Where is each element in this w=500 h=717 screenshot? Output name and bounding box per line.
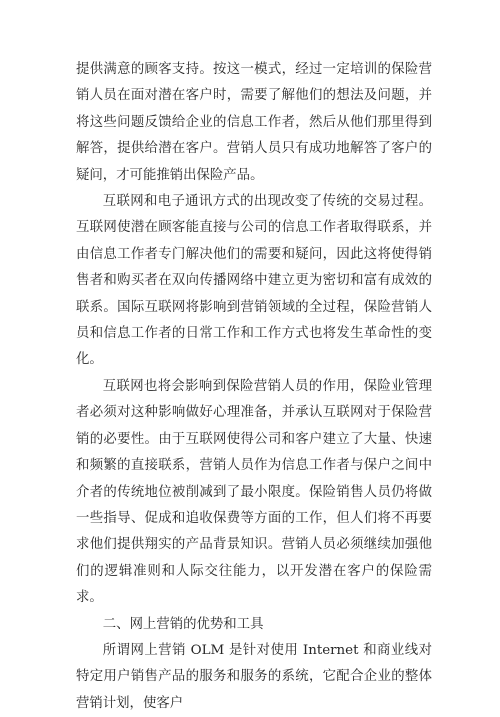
paragraph-olm-definition: 所谓网上营销 OLM 是针对使用 Internet 和商业线对特定用户销售产品的服务和服务的系统，它配合企业的整体营销计划，使客户 — [76, 642, 432, 711]
document-body — [76, 57, 432, 717]
paragraph-internet-role: 互联网也将会影响到保险营销人员的作用，保险业管理者必须对这种影响做好心理准备，并承认互联网对于保险营销的必要性。由于互联网使得公司和客户建立了大量、快速和频繁的直接联系，营销人员作为信息工作者与保户之间中介者的传统地位被削减到了最小限度。保险销售人员仍将做一些指导、促成和追收保费等方面的工作，但人们将不再要求他们提供翔实的产品背景知识。营销人员必须继续加强他们的逻辑准则和人际交往能力，以开发潜在客户的保险需求。 — [76, 378, 432, 606]
paragraph-internet-transaction: 互联网和电子通讯方式的出现改变了传统的交易过程。互联网使潜在顾客能直接与公司的信息工作者取得联系，并由信息工作者专门解决他们的需要和疑问，因此这将使得销售者和购买者在双向传播网络中建立更为密切和富有成效的联系。国际互联网将影响到营销领域的全过程，保险营销人员和信息工作者的日常工作和工作方式也将发生革命性的变化。 — [76, 194, 432, 368]
paragraph-continued: 提供满意的顾客支持。按这一模式，经过一定培训的保险营销人员在面对潜在客户时，需要了解他们的想法及问题，并将这些问题反馈给企业的信息工作者，然后从他们那里得到解答，提供给潜在客户。营销人员只有成功地解答了客户的疑问，才可能推销出保险产品。 — [76, 62, 432, 183]
section-heading: 二、网上营销的优势和工具 — [102, 616, 264, 632]
